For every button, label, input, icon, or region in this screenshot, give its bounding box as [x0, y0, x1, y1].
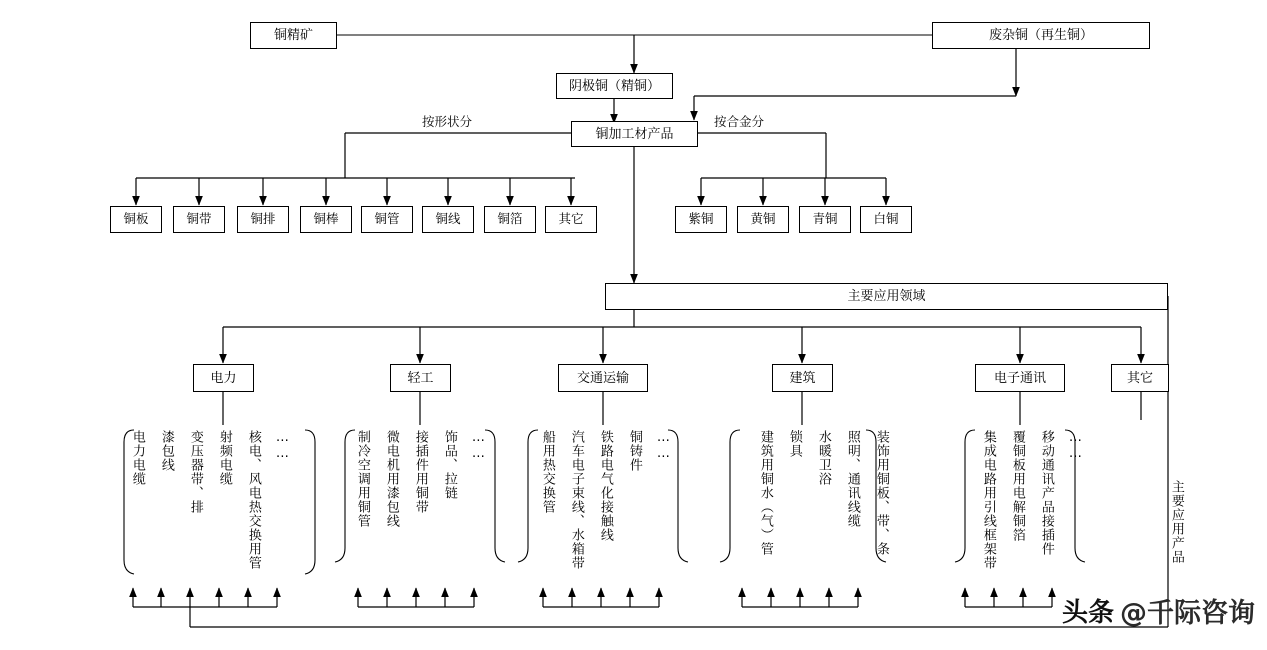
- detail-text: 铁路电气化接触线: [597, 430, 613, 542]
- detail-light-4: [470, 430, 486, 462]
- detail-transport-3: [626, 430, 642, 472]
- node-label: 其它: [1126, 370, 1153, 386]
- node-shape-product-7[interactable]: [545, 206, 597, 233]
- detail-text: 射频电缆: [216, 430, 232, 486]
- detail-light-1: [383, 430, 399, 528]
- node-field-electronics[interactable]: [975, 364, 1065, 392]
- node-label: 铜板: [123, 211, 149, 227]
- detail-transport-4: [655, 430, 671, 462]
- node-shape-product-6[interactable]: [484, 206, 536, 233]
- detail-text: 锁具: [786, 430, 802, 458]
- node-label: 建筑: [789, 370, 816, 386]
- node-label: 交通运输: [576, 370, 629, 386]
- node-copper-concentrate[interactable]: [250, 22, 337, 49]
- detail-text: 水暖卫浴: [815, 430, 831, 486]
- node-label: 阴极铜（精铜）: [568, 78, 660, 94]
- node-shape-product-5[interactable]: [422, 206, 474, 233]
- detail-construction-0: [757, 430, 773, 556]
- node-shape-product-0[interactable]: [110, 206, 162, 233]
- node-alloy-product-2[interactable]: [799, 206, 851, 233]
- label-main-application-products: [1168, 480, 1184, 564]
- detail-text: 核电、风电热交换用管: [245, 430, 261, 570]
- label-by-shape: [422, 112, 472, 130]
- node-application-header[interactable]: [605, 283, 1168, 310]
- node-label: 铜精矿: [273, 28, 313, 43]
- detail-construction-3: [844, 430, 860, 528]
- detail-text: 制冷空调用铜管: [354, 430, 370, 528]
- node-label: 铜带: [186, 211, 212, 227]
- node-label: 轻工: [407, 370, 434, 386]
- node-label: 铜线: [435, 211, 461, 227]
- node-shape-product-1[interactable]: [173, 206, 225, 233]
- detail-text: 铜铸件: [626, 430, 642, 472]
- detail-text: 接插件用铜带: [412, 430, 428, 514]
- detail-power-2: [187, 430, 203, 514]
- detail-text: 汽车电子束线、水箱带: [568, 430, 584, 570]
- node-field-construction[interactable]: [772, 364, 833, 392]
- node-field-power[interactable]: [193, 364, 254, 392]
- watermark-prefix: 头条: [1061, 598, 1114, 628]
- detail-text: 覆铜板用电解铜箔: [1009, 430, 1025, 542]
- detail-text: 电力电缆: [129, 430, 145, 486]
- detail-text: 装饰用铜板、带、条: [873, 430, 889, 556]
- detail-light-0: [354, 430, 370, 528]
- detail-transport-2: [597, 430, 613, 542]
- node-alloy-product-0[interactable]: [675, 206, 727, 233]
- node-label: 紫铜: [688, 211, 714, 227]
- detail-text: ……: [655, 430, 671, 462]
- right-label-text: 主要应用产品: [1168, 480, 1184, 564]
- node-label: 铜管: [374, 211, 400, 227]
- detail-power-4: [245, 430, 261, 570]
- node-label: 青铜: [812, 211, 838, 227]
- watermark-text: @千际咨询: [1120, 598, 1255, 629]
- node-shape-product-3[interactable]: [300, 206, 352, 233]
- detail-power-1: [158, 430, 174, 472]
- node-label: 废杂铜（再生铜）: [988, 28, 1093, 43]
- node-label: 其它: [558, 211, 584, 227]
- detail-light-2: [412, 430, 428, 514]
- detail-light-3: [441, 430, 457, 500]
- node-field-transport[interactable]: [558, 364, 648, 392]
- node-label: 主要应用领域: [847, 289, 926, 304]
- detail-construction-2: [815, 430, 831, 486]
- detail-text: ……: [274, 430, 290, 462]
- detail-text: 饰品、拉链: [441, 430, 457, 500]
- detail-electronics-2: [1038, 430, 1054, 556]
- detail-text: 照明、通讯线缆: [844, 430, 860, 528]
- node-alloy-product-1[interactable]: [737, 206, 789, 233]
- detail-power-0: [129, 430, 145, 486]
- node-label: 铜棒: [313, 211, 339, 227]
- branch-label-text: 按合金分: [714, 114, 765, 129]
- watermark: [1062, 591, 1255, 630]
- detail-power-3: [216, 430, 232, 486]
- node-field-other[interactable]: [1111, 364, 1169, 392]
- node-cathode-copper[interactable]: [556, 73, 673, 99]
- node-alloy-product-3[interactable]: [860, 206, 912, 233]
- node-label: 电力: [210, 370, 237, 386]
- node-scrap-copper[interactable]: [932, 22, 1150, 49]
- detail-text: 微电机用漆包线: [383, 430, 399, 528]
- detail-electronics-0: [980, 430, 996, 570]
- detail-text: 变压器带、排: [187, 430, 203, 514]
- detail-text: 集成电路用引线框架带: [980, 430, 996, 570]
- node-shape-product-2[interactable]: [237, 206, 289, 233]
- branch-label-text: 按形状分: [422, 114, 473, 129]
- node-label: 电子通讯: [993, 370, 1046, 386]
- node-shape-product-4[interactable]: [361, 206, 413, 233]
- detail-transport-0: [539, 430, 555, 514]
- node-label: 铜排: [250, 211, 276, 227]
- detail-text: 漆包线: [158, 430, 174, 472]
- detail-construction-1: [786, 430, 802, 458]
- node-label: 黄铜: [750, 211, 776, 227]
- detail-text: 移动通讯产品接插件: [1038, 430, 1054, 556]
- detail-power-5: [274, 430, 290, 462]
- detail-electronics-3: [1067, 430, 1083, 462]
- label-by-alloy: [714, 112, 764, 130]
- detail-text: ……: [470, 430, 486, 462]
- node-processed-products[interactable]: [571, 121, 698, 147]
- detail-electronics-1: [1009, 430, 1025, 542]
- detail-text: 船用热交换管: [539, 430, 555, 514]
- node-label: 铜加工材产品: [595, 126, 674, 142]
- node-label: 白铜: [873, 211, 899, 227]
- detail-text: ……: [1067, 430, 1083, 462]
- detail-transport-1: [568, 430, 584, 570]
- detail-construction-4: [873, 430, 889, 556]
- detail-text: 建筑用铜水（气）管: [757, 430, 773, 556]
- node-label: 铜箔: [497, 211, 523, 227]
- node-field-light-industry[interactable]: [390, 364, 451, 392]
